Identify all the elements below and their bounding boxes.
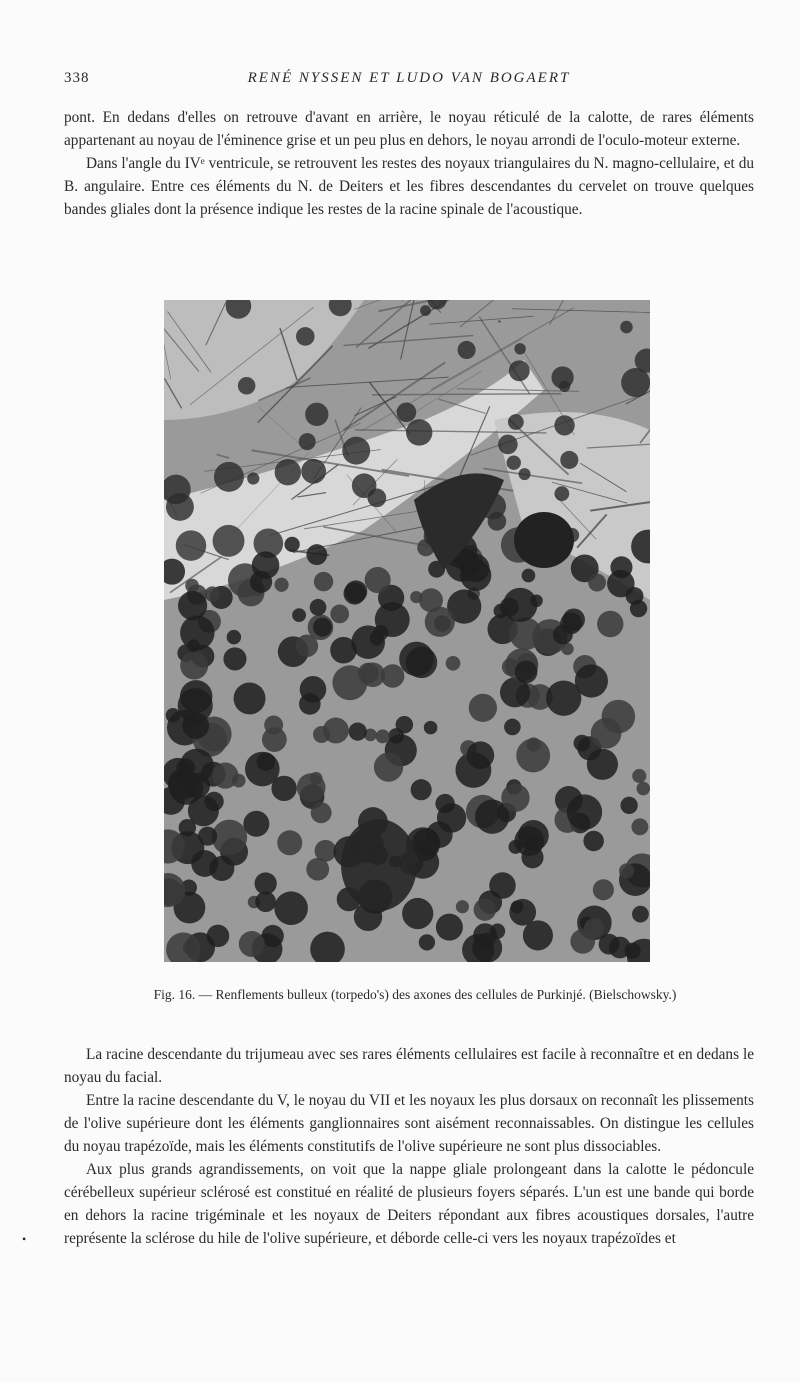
page-header	[64, 70, 754, 92]
paragraph: Aux plus grands agrandissements, on voit que la nappe gliale prolongeant dans la calotte le pédoncule cérébelleux supérieur sclérosé est constitué en réalité de plusieurs foyers séparés. L'un est une bande qui borde en dehors la racine trigéminale et les noyaux de Deiters répondant aux fibres acoustiques dorsales, l'autre représente la sclérose du hile de l'olive supérieure, et déborde celle-ci vers les noyaux trapézoïdes et	[64, 1161, 754, 1247]
page-number: 338	[64, 70, 90, 86]
paragraph: pont. En dedans d'elles on retrouve d'avant en arrière, le noyau réticulé de la calotte, de rares éléments appartenant au noyau de l'éminence grise et un peu plus en dehors, le noyau arrondi de l'oculo-moteur externe.	[64, 109, 754, 149]
running-head: RENÉ NYSSEN ET LUDO VAN BOGAERT	[247, 70, 571, 86]
micrograph-image	[164, 300, 650, 962]
paragraph: Dans l'angle du IVᵉ ventricule, se retrouvent les restes des noyaux triangulaires du N. magno-cellulaire, et du B. angulaire. Entre ces éléments du N. de Deiters et les fibres descendantes du cervelet on trouve quelques bandes gliales dont la présence indique les restes de la racine spinale de l'acoustique.	[64, 155, 754, 218]
bottom-text-block	[64, 1043, 754, 1250]
paragraph: Entre la racine descendante du V, le noyau du VII et les noyaux les plus dorsaux on reconnaît les plissements de l'olive supérieure dont les éléments ganglionnaires sont aisément reconnaissables. On distingue les cellules du noyau trapézoïde, mais les éléments constitutifs de l'olive supérieure ne sont plus dissociables.	[64, 1092, 754, 1155]
figure-caption: Fig. 16. — Renflements bulleux (torpedo's) des axones des cellules de Purkinjé. (Bielschowsky.)	[153, 987, 677, 1002]
top-text-block	[64, 106, 754, 221]
micrograph-figure	[164, 300, 650, 962]
stray-mark: •	[22, 1232, 27, 1246]
paragraph: La racine descendante du trijumeau avec ses rares éléments cellulaires est facile à reconnaître et en dedans le noyau du facial.	[64, 1046, 754, 1086]
